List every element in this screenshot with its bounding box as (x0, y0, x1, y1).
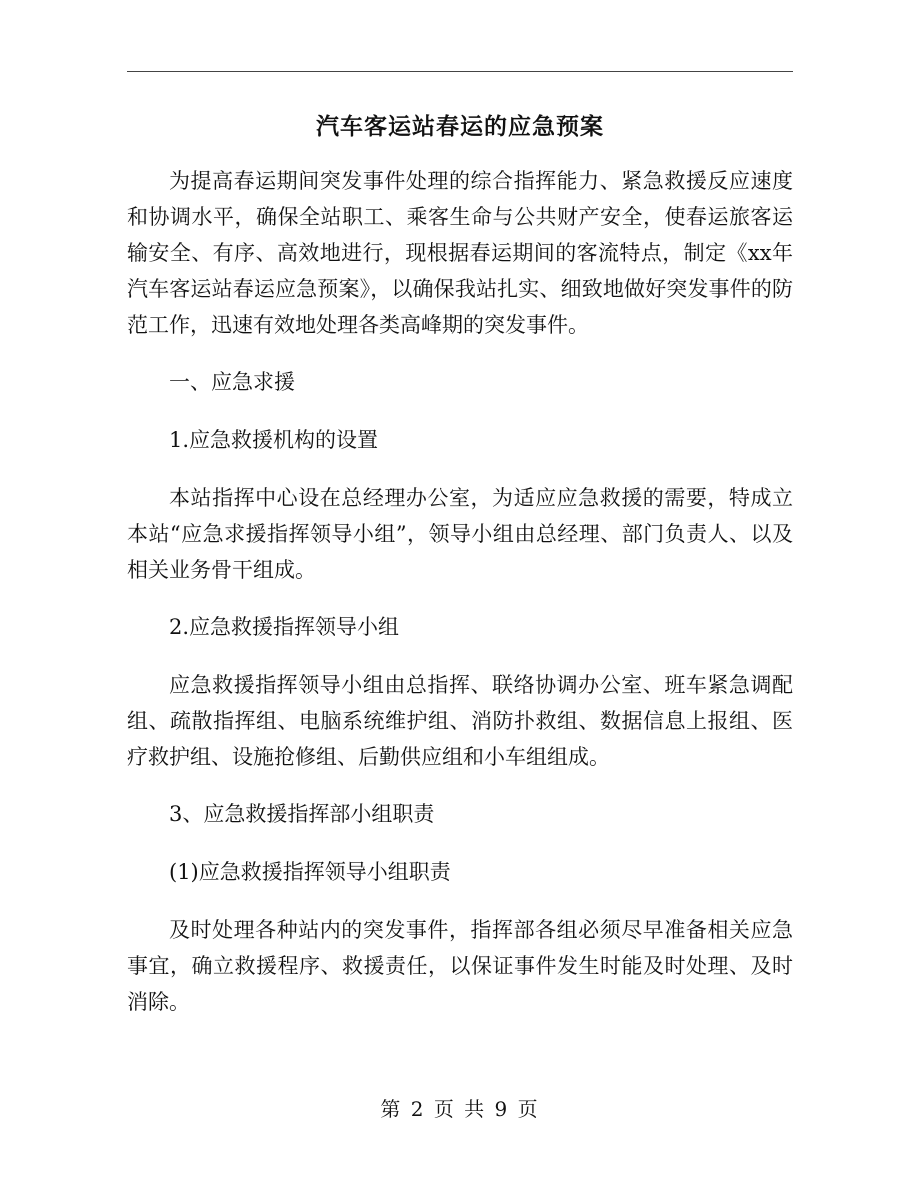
paragraph-intro: 为提高春运期间突发事件处理的综合指挥能力、紧急救援反应速度和协调水平，确保全站职工、乘客生命与公共财产安全，使春运旅客运输安全、有序、高效地进行，现根据春运期间的客流特点，制定《xx年汽车客运站春运应急预案》，以确保我站扎实、细致地做好突发事件的防范工作，迅速有效地处理各类高峰期的突发事件。 (127, 169, 793, 337)
paragraph: 应急救援指挥领导小组由总指挥、联络协调办公室、班车紧急调配组、疏散指挥组、电脑系统维护组、消防扑救组、数据信息上报组、医疗救护组、设施抢修组、后勤供应组和小车组组成。 (127, 673, 793, 769)
subsection-heading: 2.应急救援指挥领导小组 (169, 615, 400, 639)
subsection-heading: 1.应急救援机构的设置 (169, 428, 379, 452)
page-number: 第 2 页 共 9 页 (380, 1097, 540, 1121)
paragraph: 本站指挥中心设在总经理办公室，为适应应急救援的需要，特成立本站“应急求援指挥领导小组”，领导小组由总经理、部门负责人、以及相关业务骨干组成。 (127, 486, 793, 582)
document-body (127, 163, 793, 1041)
section-heading: 一、应急求援 (169, 370, 295, 394)
paragraph: 及时处理各种站内的突发事件，指挥部各组必须尽早准备相关应急事宜，确立救援程序、救援责任，以保证事件发生时能及时处理、及时消除。 (127, 918, 793, 1014)
document-title: 汽车客运站春运的应急预案 (316, 113, 604, 140)
subsection-heading: 3、应急救援指挥部小组职责 (169, 802, 435, 826)
header-rule (127, 71, 793, 72)
subsection-heading: (1)应急救援指挥领导小组职责 (169, 860, 451, 884)
